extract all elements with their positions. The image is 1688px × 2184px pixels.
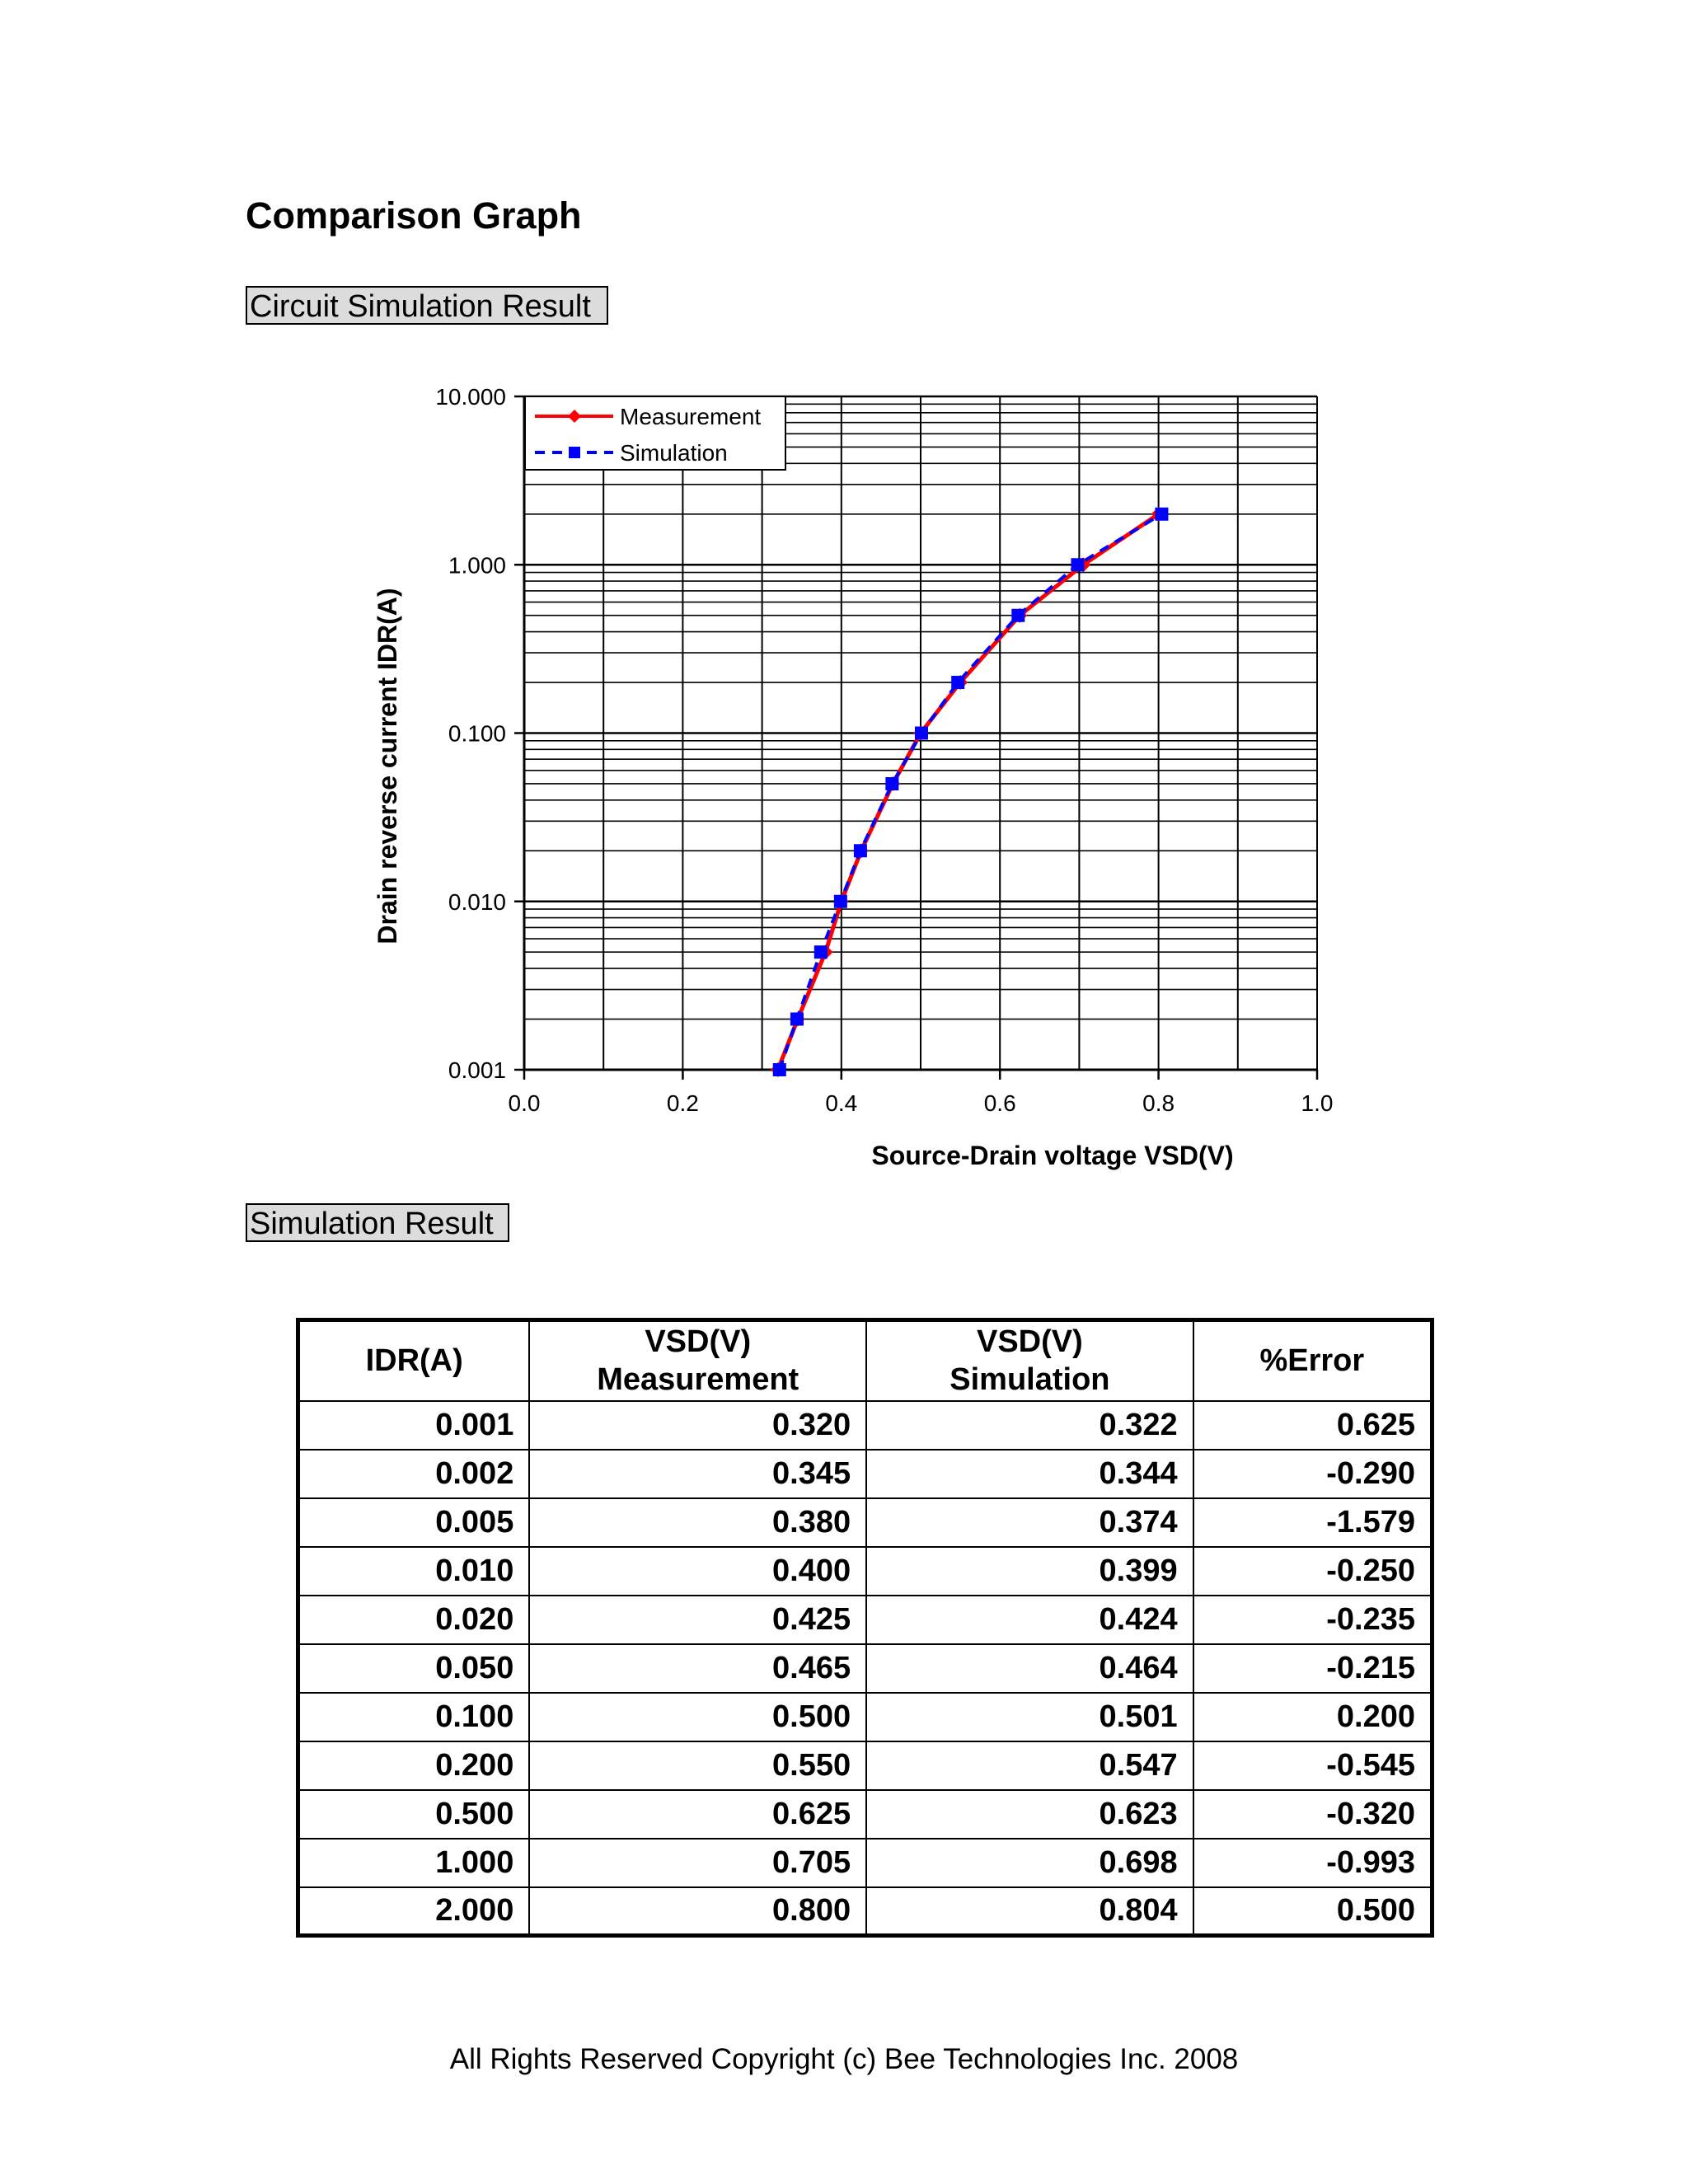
- table-cell: -0.215: [1193, 1644, 1432, 1693]
- y-axis-title: Drain reverse current IDR(A): [373, 588, 402, 944]
- column-header-line: Simulation: [950, 1362, 1110, 1398]
- table-row: [298, 1450, 1432, 1498]
- column-header-1: [298, 1320, 530, 1401]
- column-header-2: [529, 1320, 866, 1401]
- data-point-simulation: [790, 1013, 804, 1026]
- section-label-circuit-simulation: Circuit Simulation Result: [246, 286, 608, 325]
- column-header-line: IDR(A): [365, 1343, 463, 1379]
- data-point-simulation: [834, 895, 847, 908]
- x-tick-label: 0.8: [1142, 1090, 1175, 1116]
- table-row: [298, 1839, 1432, 1887]
- table-cell: 0.804: [866, 1887, 1193, 1936]
- table-cell: 0.400: [529, 1547, 866, 1596]
- page-title: Comparison Graph: [246, 194, 582, 237]
- table-cell: 0.500: [1193, 1887, 1432, 1936]
- table-cell: -0.250: [1193, 1547, 1432, 1596]
- table-cell: 0.464: [866, 1644, 1193, 1693]
- table-cell: 0.050: [298, 1644, 530, 1693]
- column-header-3: [866, 1320, 1193, 1401]
- table-cell: 0.500: [529, 1693, 866, 1741]
- table-cell: 0.465: [529, 1644, 866, 1693]
- table-cell: 2.000: [298, 1887, 530, 1936]
- table-row: [298, 1596, 1432, 1644]
- legend-label-simulation: Simulation: [620, 440, 728, 466]
- table-cell: 0.424: [866, 1596, 1193, 1644]
- table-cell: 0.501: [866, 1693, 1193, 1741]
- column-header-4: [1193, 1320, 1432, 1401]
- data-point-simulation: [773, 1063, 786, 1076]
- table-cell: 0.010: [298, 1547, 530, 1596]
- data-point-simulation: [1155, 508, 1168, 521]
- table-cell: 0.005: [298, 1498, 530, 1547]
- table-row: [298, 1790, 1432, 1839]
- data-point-simulation: [885, 777, 898, 790]
- table-row: [298, 1644, 1432, 1693]
- data-point-simulation: [915, 727, 928, 740]
- x-tick-label: 0.0: [508, 1090, 541, 1116]
- data-point-simulation: [1071, 558, 1084, 571]
- table-cell: 0.623: [866, 1790, 1193, 1839]
- table-cell: 0.399: [866, 1547, 1193, 1596]
- x-tick-label: 0.6: [983, 1090, 1016, 1116]
- y-tick-label: 1.000: [448, 552, 506, 579]
- table-row: [298, 1401, 1432, 1450]
- x-tick-label: 1.0: [1301, 1090, 1334, 1116]
- table-cell: 0.380: [529, 1498, 866, 1547]
- table-row: [298, 1498, 1432, 1547]
- table-cell: 0.550: [529, 1741, 866, 1790]
- table-body: [298, 1401, 1432, 1936]
- y-tick-label: 0.001: [448, 1057, 506, 1083]
- table-cell: 0.002: [298, 1450, 530, 1498]
- table-row: [298, 1887, 1432, 1936]
- table-cell: 0.020: [298, 1596, 530, 1644]
- table-cell: 0.625: [529, 1790, 866, 1839]
- legend-marker-simulation: [569, 447, 580, 458]
- table-cell: 0.200: [298, 1741, 530, 1790]
- table-cell: 0.345: [529, 1450, 866, 1498]
- table-cell: 0.500: [298, 1790, 530, 1839]
- x-tick-label: 0.2: [666, 1090, 699, 1116]
- table-cell: 0.625: [1193, 1401, 1432, 1450]
- data-point-simulation: [814, 945, 828, 958]
- table-cell: 0.374: [866, 1498, 1193, 1547]
- table-cell: -1.579: [1193, 1498, 1432, 1547]
- table-cell: 0.322: [866, 1401, 1193, 1450]
- table-cell: -0.290: [1193, 1450, 1432, 1498]
- copyright-footer: All Rights Reserved Copyright (c) Bee Technologies Inc. 2008: [449, 2043, 1239, 2075]
- table-cell: 0.800: [529, 1887, 866, 1936]
- column-header-line: VSD(V): [645, 1324, 752, 1360]
- table-row: [298, 1547, 1432, 1596]
- table-header-row: [298, 1320, 1432, 1401]
- table-cell: 0.705: [529, 1839, 866, 1887]
- table-cell: -0.993: [1193, 1839, 1432, 1887]
- table-cell: -0.235: [1193, 1596, 1432, 1644]
- table-cell: 0.344: [866, 1450, 1193, 1498]
- table-cell: 0.001: [298, 1401, 530, 1450]
- simulation-result-table: [296, 1318, 1434, 1938]
- table-row: [298, 1741, 1432, 1790]
- table-cell: -0.545: [1193, 1741, 1432, 1790]
- column-header-line: VSD(V): [976, 1324, 1083, 1360]
- data-point-simulation: [854, 844, 867, 857]
- table-cell: 0.200: [1193, 1693, 1432, 1741]
- section-label-simulation-result: Simulation Result: [246, 1203, 509, 1242]
- table-cell: -0.320: [1193, 1790, 1432, 1839]
- table-cell: 0.698: [866, 1839, 1193, 1887]
- table-cell: 0.547: [866, 1741, 1193, 1790]
- y-tick-label: 0.010: [448, 888, 506, 915]
- column-header-line: %Error: [1259, 1343, 1365, 1379]
- y-tick-label: 10.000: [435, 384, 506, 410]
- table-row: [298, 1693, 1432, 1741]
- data-point-simulation: [1011, 609, 1025, 622]
- column-header-line: Measurement: [597, 1362, 799, 1398]
- legend-label-measurement: Measurement: [620, 404, 762, 429]
- data-point-simulation: [951, 676, 964, 689]
- table-cell: 0.320: [529, 1401, 866, 1450]
- table-cell: 1.000: [298, 1839, 530, 1887]
- y-tick-label: 0.100: [448, 720, 506, 747]
- x-tick-label: 0.4: [825, 1090, 858, 1116]
- x-axis-title: Source-Drain voltage VSD(V): [871, 1141, 1234, 1170]
- table-cell: 0.100: [298, 1693, 530, 1741]
- table-cell: 0.425: [529, 1596, 866, 1644]
